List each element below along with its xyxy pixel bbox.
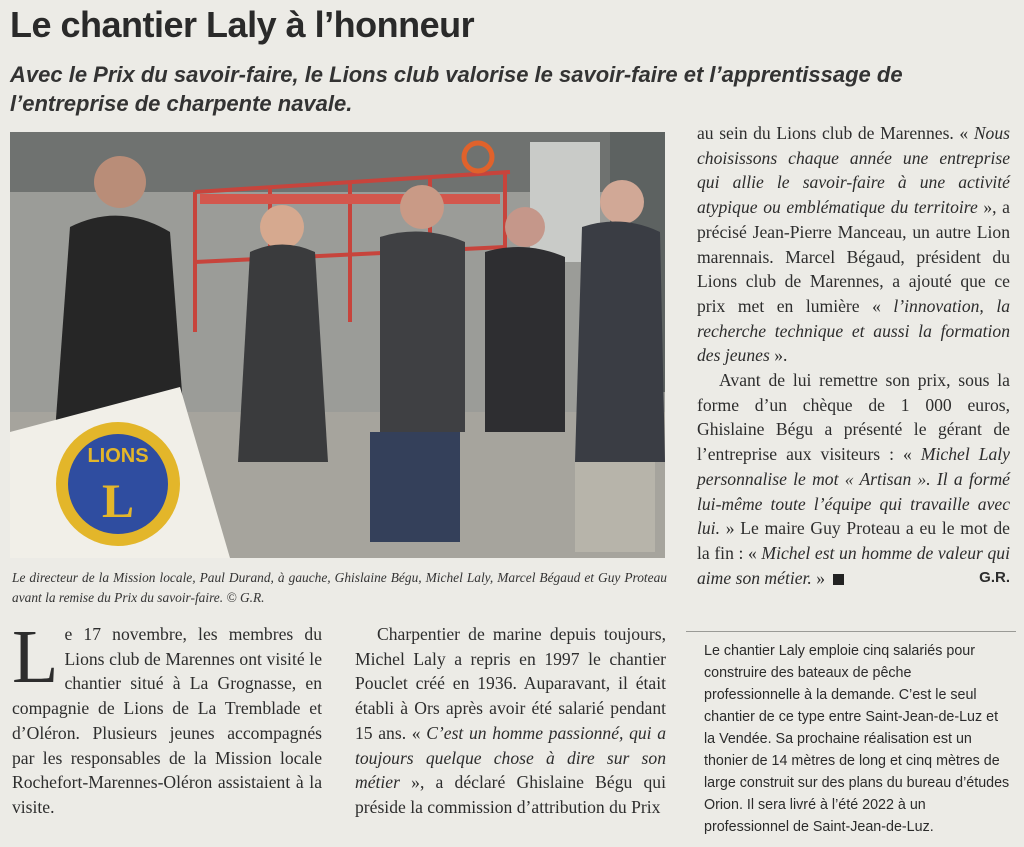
- article-column-2: [355, 622, 666, 820]
- column-3-p2-text-b: » Le maire Guy Proteau a eu le mot de la fin : «: [697, 518, 1010, 563]
- column-3-p2-text-c: »: [811, 567, 826, 588]
- lions-banner-letter: L: [101, 475, 135, 528]
- column-3-p2-quote-a: Michel Laly personnalise le mot « Artisan ». Il a formé lui-même toute l’équipe qui travaille avec lui.: [697, 444, 1010, 539]
- drop-cap: L: [12, 615, 59, 699]
- column-3-p2-text-a: Avant de lui remettre son prix, sous la forme d’un chèque de 1 000 euros, Ghislaine Bégu a présenté le gérant de l’entreprise aux visiteurs : «: [697, 370, 1010, 465]
- article-photo: [10, 132, 665, 558]
- column-3-p1-text-b: », a précisé Jean-Pierre Manceau, un autre Lion marennais. Marcel Bégaud, président du Lions club de Marennes, a ajouté que ce prix met en lumière «: [697, 197, 1010, 316]
- column-3-p1-text-a: au sein du Lions club de Marennes. «: [697, 123, 974, 143]
- workshop-photo-illustration: [10, 132, 665, 558]
- author-signature: G.R.: [979, 568, 1010, 586]
- photo-caption: Le directeur de la Mission locale, Paul Durand, à gauche, Ghislaine Bégu, Michel Laly, Marcel Bégaud et Guy Proteau avant la remise du Prix du savoir-faire. © G.R.: [12, 570, 667, 605]
- column-2-text-a: Charpentier de marine depuis toujours, Michel Laly a repris en 1997 le chantier Pouclet créé en 1936. Auparavant, il était établi à Ors après avoir été salarié pendant 15 ans. «: [355, 624, 666, 743]
- column-2-text-b: », a déclaré Ghislaine Bégu qui préside la commission d’attribution du Prix: [355, 772, 666, 817]
- column-3-p1-quote-b: l’innovation, la recherche technique et aussi la formation des jeunes: [697, 295, 1010, 366]
- sidebar-text: Le chantier Laly emploie cinq salariés pour construire des bateaux de pêche professionnelle à la demande. C’est le seul chantier de ce type entre Saint-Jean-de-Luz et la Vendée. Sa prochaine réalisation est un thonier de 14 mètres de long et cinq mètres de large construit sur des plans du bureau d’études Orion. Il sera livré à l’été 2022 à un professionnel de Saint-Jean-de-Luz.: [704, 643, 1010, 835]
- column-3-p2-quote-b: Michel est un homme de valeur qui aime son métier.: [697, 542, 1010, 588]
- article-subtitle: Avec le Prix du savoir-faire, le Lions club valorise le savoir-faire et l’apprentissage de l’entreprise de charpente navale.: [10, 62, 903, 116]
- article-column-1: [12, 615, 322, 820]
- lions-banner-text: LIONS: [87, 445, 149, 467]
- column-2-quote: C’est un homme passionné, qui a toujours quelque chose à dire sur son métier: [355, 722, 667, 793]
- sidebar-divider: [686, 631, 1016, 632]
- article-column-3: [697, 121, 1010, 590]
- column-1-text: e 17 novembre, les membres du Lions club de Marennes ont visité le chantier situé à La Grognasse, en compagnie de Lions de La Tremblade et d’Oléron. Plusieurs jeunes accompagnés par les responsables de la Mission locale Rochefort-Marennes-Oléron assistaient à la visite.: [12, 624, 322, 817]
- info-sidebar: [704, 640, 1010, 838]
- column-3-p1-text-c: ».: [769, 345, 788, 366]
- article-title: Le chantier Laly à l’honneur: [10, 4, 475, 45]
- column-3-p1-quote-a: Nous choisissons chaque année une entreprise qui allie le savoir-faire à une activité atypique ou emblématique du territoire: [697, 123, 1010, 218]
- end-mark-icon: [833, 574, 844, 585]
